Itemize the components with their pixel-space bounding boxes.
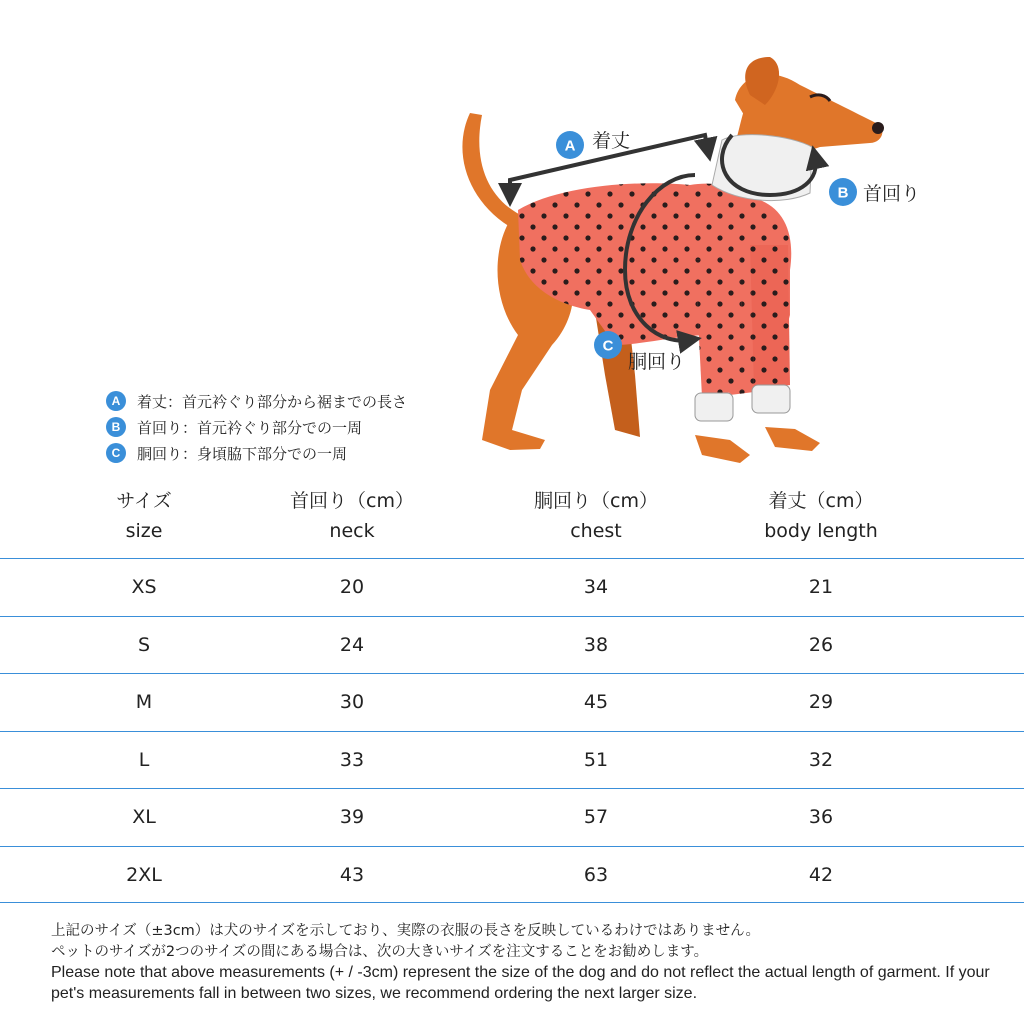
cell-neck: 20	[339, 576, 365, 598]
cell-neck: 24	[339, 633, 365, 656]
badge-a: A	[564, 137, 576, 155]
label-b	[829, 178, 920, 206]
legend-text: 着丈：首元衿ぐり部分から裾までの長さ	[137, 392, 408, 411]
label-a-text: 着丈	[592, 130, 631, 152]
dog-sweater-diagram	[440, 45, 921, 470]
cell-body-length: 42	[808, 863, 834, 886]
cell-size: XS	[131, 576, 157, 598]
legend-text: 胴回り：身頃脇下部分での一周	[137, 444, 348, 463]
header-neck: 首回り（cm） neck	[290, 490, 414, 542]
cell-chest: 51	[583, 748, 609, 771]
badge-icon: C	[106, 443, 126, 463]
size-notes	[51, 921, 1011, 1004]
table-header	[0, 486, 1024, 558]
sweater-icon	[518, 135, 812, 421]
cell-chest: 63	[583, 863, 609, 886]
cell-body-length: 29	[808, 691, 834, 713]
legend-item	[106, 414, 407, 440]
table-row	[0, 846, 1024, 904]
cell-body-length: 21	[808, 576, 834, 598]
measurement-legend	[106, 388, 407, 466]
table-row	[0, 673, 1024, 731]
size-table	[0, 486, 1024, 903]
cell-body-length: 32	[808, 748, 834, 771]
legend-item	[106, 440, 407, 466]
header-chest: 胴回り（cm） chest	[534, 490, 658, 542]
badge-icon: B	[106, 417, 126, 437]
table-row	[0, 616, 1024, 674]
cell-size: S	[137, 633, 151, 656]
note-jp-line1: 上記のサイズ（±3cm）は犬のサイズを示しており、実際の衣服の長さを反映しているわけではありません。	[51, 923, 761, 939]
label-c-text: 胴回り	[628, 351, 686, 373]
badge-c: C	[602, 337, 614, 355]
cell-size: 2XL	[126, 863, 162, 886]
cell-neck: 30	[339, 691, 365, 713]
cell-chest: 57	[583, 806, 609, 828]
header-size: サイズ size	[116, 490, 172, 542]
cell-body-length: 26	[808, 633, 834, 656]
table-row	[0, 731, 1024, 789]
cell-neck: 39	[339, 806, 365, 828]
cell-size: XL	[132, 806, 156, 828]
label-b-text: 首回り	[863, 183, 921, 205]
table-row	[0, 788, 1024, 846]
legend-text: 首回り：首元衿ぐり部分での一周	[137, 418, 363, 437]
header-body-length: 着丈（cm） body length	[764, 490, 878, 542]
cell-chest: 34	[583, 576, 609, 598]
cell-body-length: 36	[808, 806, 834, 828]
note-jp-line2: ペットのサイズが2つのサイズの間にある場合は、次の大きいサイズを注文することをお勧めします。	[51, 943, 709, 960]
cell-size: M	[135, 691, 153, 713]
note-en: Please note that above measurements (+ / -3cm) represent the size of the dog and do not reflect the actual length of garment. If your pet's measurements fall in between two sizes, we recommend ordering the next larger size.	[51, 964, 990, 1002]
cell-neck: 33	[339, 748, 365, 771]
cell-neck: 43	[339, 863, 365, 886]
legend-item	[106, 388, 407, 414]
badge-icon: A	[106, 391, 126, 411]
cell-chest: 45	[583, 691, 609, 713]
cell-chest: 38	[583, 633, 609, 656]
badge-b: B	[837, 184, 849, 202]
cell-size: L	[138, 748, 150, 771]
table-row	[0, 558, 1024, 616]
